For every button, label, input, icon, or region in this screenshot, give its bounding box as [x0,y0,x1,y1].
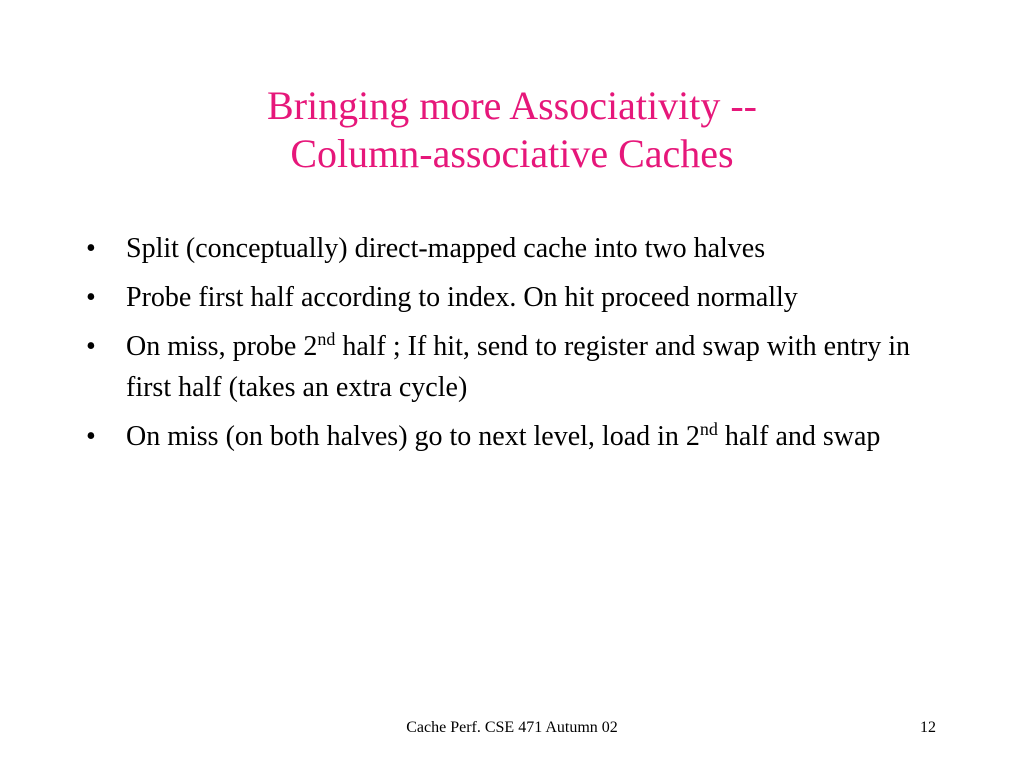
bullet-icon: • [86,421,96,452]
bullet-text [126,421,880,452]
bullet-text [126,331,910,403]
slide-title-line-1: Bringing more Associativity -- [267,83,757,128]
bullet-item [86,277,946,318]
page-number: 12 [920,719,936,736]
bullet-icon: • [86,282,96,313]
bullet-item [86,326,946,408]
bullet-text: Split (conceptually) direct-mapped cache into two halves [126,233,766,264]
superscript-ordinal: nd [699,419,718,439]
bullet-icon: • [86,331,96,362]
bullet-text: Probe first half according to index. On hit proceed normally [126,282,798,313]
bullet-text-part: half and swap [717,421,881,452]
bullet-item [86,228,946,269]
superscript-ordinal: nd [317,329,336,349]
bullet-item [86,416,946,457]
footer-course-label: Cache Perf. CSE 471 Autumn 02 [406,719,618,736]
bullet-icon: • [86,233,96,264]
bullet-list [86,228,946,465]
bullet-text-part: On miss (on both halves) go to next level, load in 2 [126,421,700,452]
slide-title-line-2: Column-associative Caches [290,131,734,176]
bullet-text-part: half ; If hit, send to register and swap with entry in first half (takes an extra cycle) [126,331,910,403]
slide-title [0,82,1024,178]
bullet-text-part: On miss, probe 2 [126,331,318,362]
